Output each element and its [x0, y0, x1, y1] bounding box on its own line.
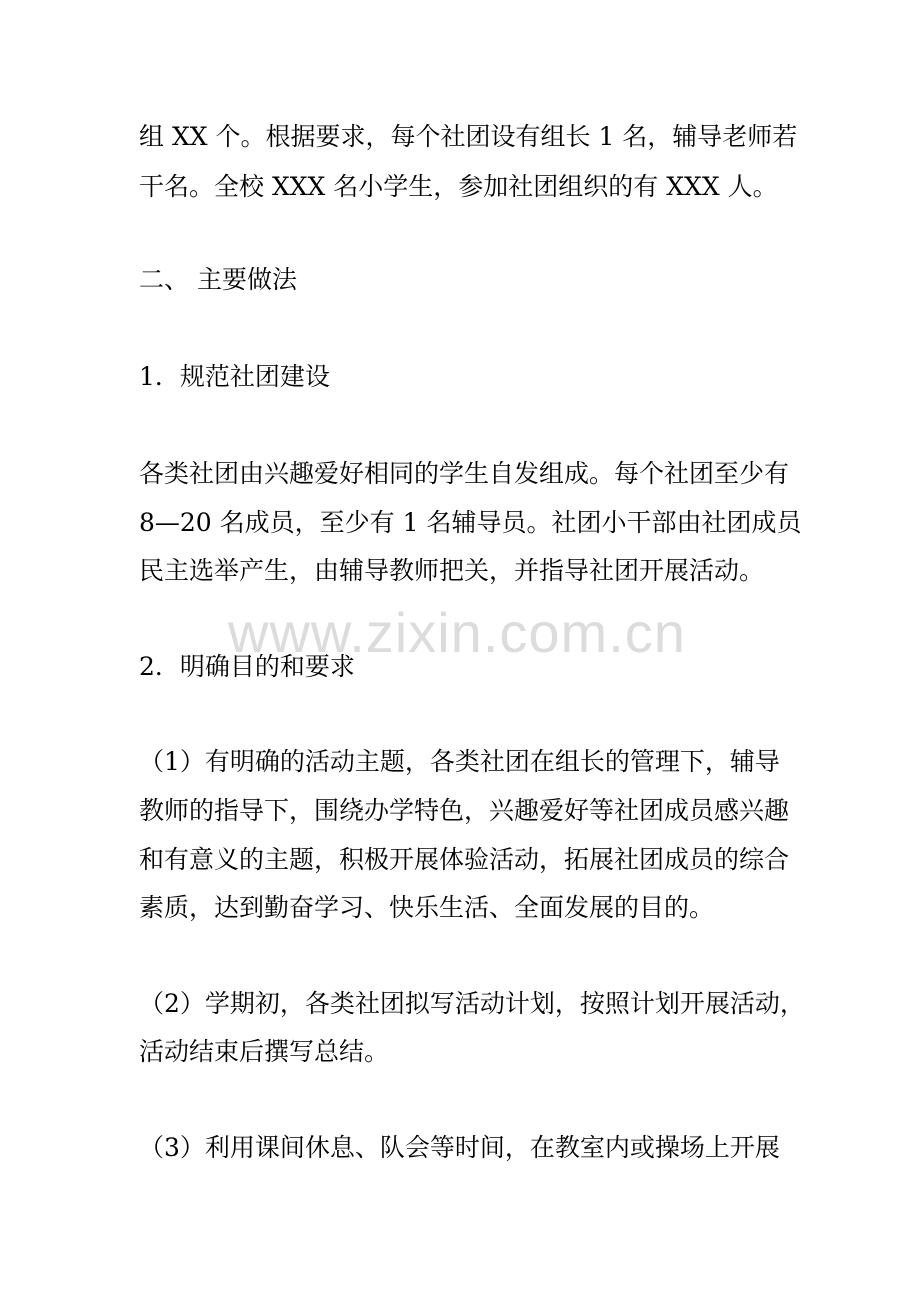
text-line: 干名。全校 XXX 名小学生，参加社团组织的有 XXX 人。 — [139, 172, 778, 201]
text-line: 和有意义的主题，积极开展体验活动，拓展社团成员的综合 — [139, 845, 790, 874]
subsection-heading: 2．明确目的和要求 — [139, 652, 355, 681]
subsection-heading: 1．规范社团建设 — [139, 362, 330, 391]
section-heading: 二、 主要做法 — [139, 265, 297, 294]
text-line: 组 XX 个。根据要求，每个社团设有组长 1 名，辅导老师若 — [139, 122, 798, 151]
text-line: 活动结束后撰写总结。 — [139, 1037, 390, 1066]
text-line: 民主选举产生，由辅导教师把关，并指导社团开展活动。 — [139, 556, 765, 585]
text-line: 各类社团由兴趣爱好相同的学生自发组成。每个社团至少有 — [139, 459, 790, 488]
watermark: www.zixin.com.cn — [228, 601, 686, 664]
text-line: 8—20 名成员，至少有 1 名辅导员。社团小干部由社团成员 — [139, 508, 802, 537]
text-line: 素质，达到勤奋学习、快乐生活、全面发展的目的。 — [139, 893, 715, 922]
text-line: （2）学期初，各类社团拟写活动计划，按照计划开展活动， — [139, 989, 805, 1018]
text-line: （3）利用课间休息、队会等时间，在教室内或操场上开展 — [139, 1133, 780, 1162]
text-line: 教师的指导下，围绕办学特色，兴趣爱好等社团成员感兴趣 — [139, 796, 790, 825]
text-line: （1）有明确的活动主题，各类社团在组长的管理下，辅导 — [139, 747, 780, 776]
